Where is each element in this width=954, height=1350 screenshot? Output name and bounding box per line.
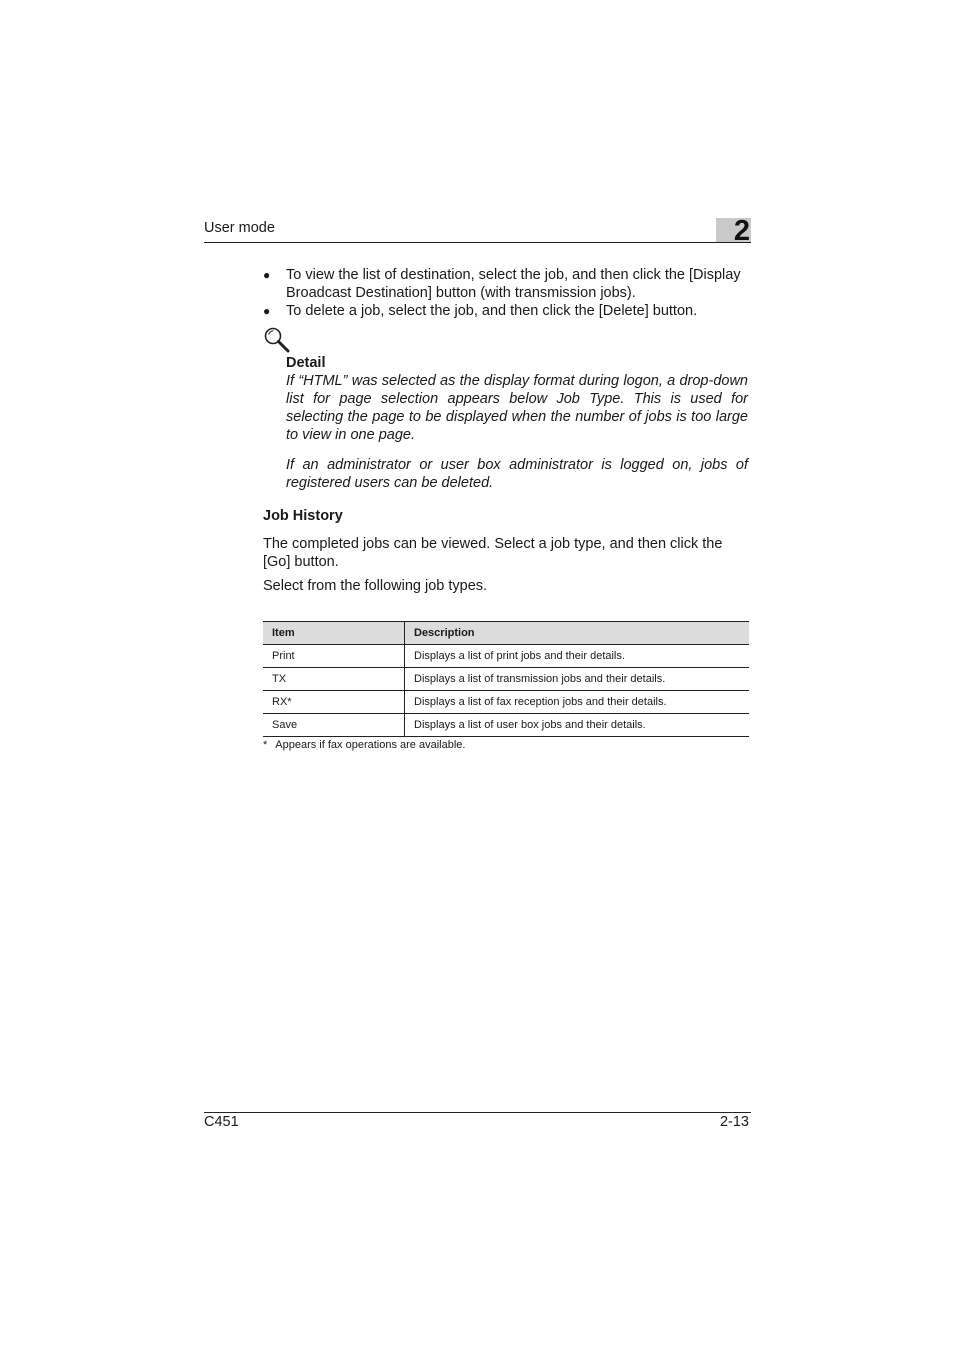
table-row: [263, 668, 749, 691]
detail-paragraph: If an administrator or user box administrator is logged on, jobs of registered users can be deleted.: [286, 457, 748, 491]
table-header-row: [263, 622, 749, 645]
job-type-table: [263, 621, 749, 737]
table-cell-item: Print: [263, 645, 405, 668]
footnote-mark: *: [263, 739, 268, 751]
column-header-item: Item: [263, 622, 405, 645]
table-row: [263, 714, 749, 737]
footer-page-number: 2-13: [719, 1114, 749, 1130]
table-cell-item: Save: [263, 714, 405, 737]
bullet-icon: ●: [263, 304, 271, 318]
list-item-text: To view the list of destination, select the job, and then click the [Display Broadcast Destination] button (with transmission jobs).: [286, 267, 741, 301]
chapter-badge: [716, 215, 751, 247]
table-row: [263, 645, 749, 668]
detail-paragraph: If “HTML” was selected as the display format during logon, a drop-down list for page selection appears below Job Type. This is used for selecting the page to be displayed when the number of jobs is too large to view in one page.: [286, 373, 748, 443]
table-row: [263, 691, 749, 714]
list-item-text: To delete a job, select the job, and then click the [Delete] button.: [286, 303, 698, 319]
header-divider: [204, 242, 751, 243]
detail-note: [286, 354, 748, 492]
chapter-number: 2: [733, 215, 750, 247]
section-heading: Job History: [263, 508, 343, 524]
list-item: [262, 266, 752, 302]
header-section-title: User mode: [204, 220, 275, 236]
footer-divider: [204, 1112, 751, 1113]
table-cell-description: Displays a list of transmission jobs and their details.: [405, 668, 750, 691]
table-cell-item: RX*: [263, 691, 405, 714]
instruction-list: [262, 266, 752, 320]
list-item: [262, 302, 752, 320]
detail-heading: Detail: [286, 355, 326, 371]
footnote-text: Appears if fax operations are available.: [275, 739, 466, 751]
table-cell-item: TX: [263, 668, 405, 691]
column-header-description: Description: [405, 622, 750, 645]
table-cell-description: Displays a list of user box jobs and their details.: [405, 714, 750, 737]
footer-model: C451: [204, 1114, 239, 1130]
table-footnote: [263, 739, 465, 751]
magnifier-icon: [263, 326, 291, 354]
section-intro: The completed jobs can be viewed. Select a job type, and then click the [Go] button.: [263, 536, 723, 570]
bullet-icon: ●: [263, 268, 271, 282]
table-cell-description: Displays a list of fax reception jobs and their details.: [405, 691, 750, 714]
section-select-text: Select from the following job types.: [263, 578, 488, 594]
table-cell-description: Displays a list of print jobs and their details.: [405, 645, 750, 668]
